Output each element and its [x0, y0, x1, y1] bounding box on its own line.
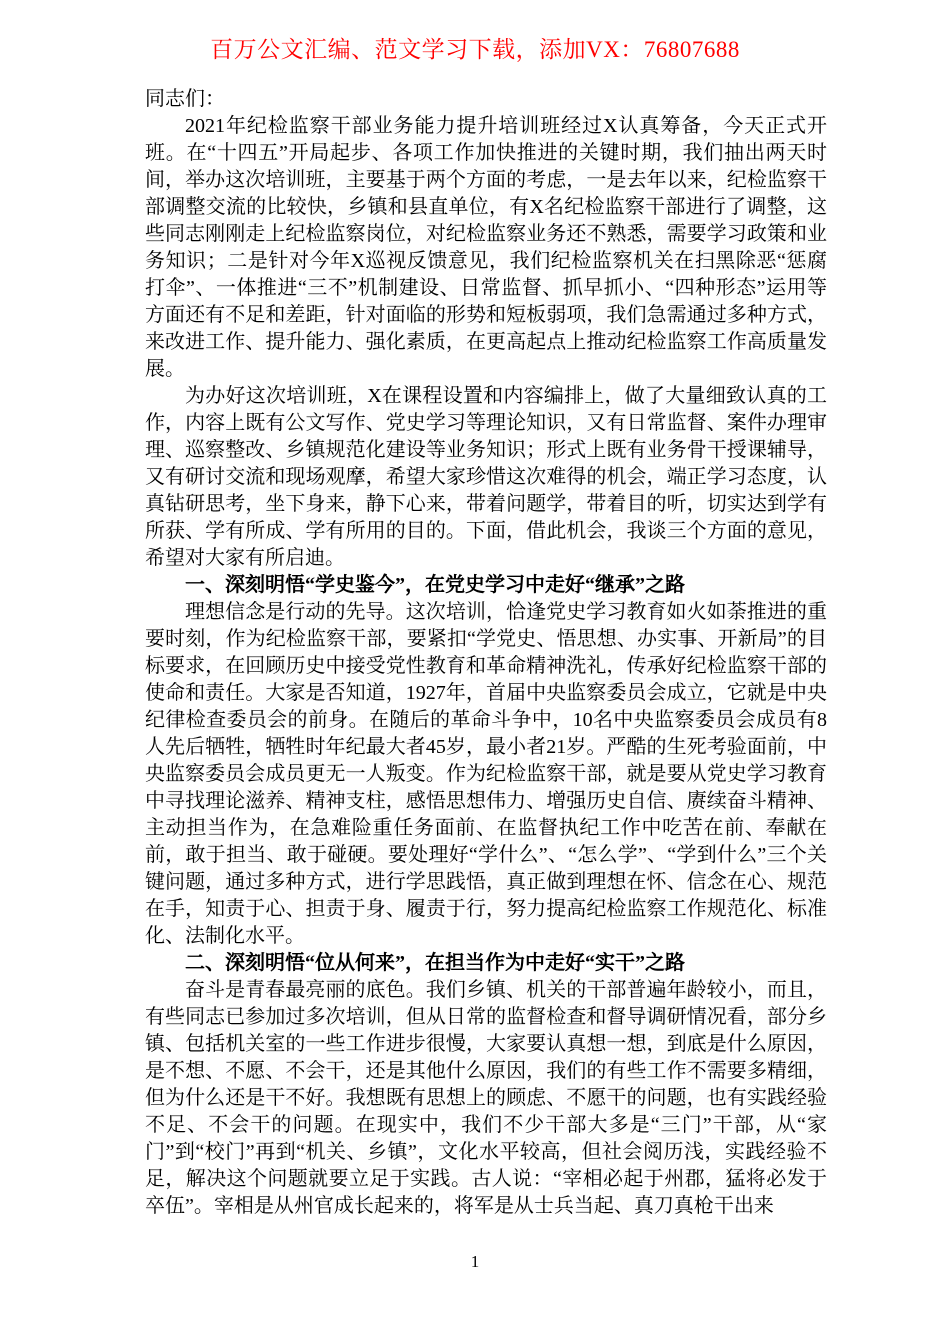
- paragraph-opening: 2021年纪检监察干部业务能力提升培训班经过X认真筹备，今天正式开班。在“十四五”开局起步、各项工作加快推进的关键时期，我们抽出两天时间，举办这次培训班，主要基于两个方面的考虑，一是去年以来，纪检监察干部调整交流的比较快，乡镇和县直单位，有X名纪检监察干部进行了调整，这些同志刚刚走上纪检监察岗位，对纪检监察业务还不熟悉，需要学习政策和业务知识；二是针对今年X巡视反馈意见，我们纪检监察机关在扫黑除恶“惩腐打伞”、一体推进“三不”机制建设、日常监督、抓早抓小、“四种形态”运用等方面还有不足和差距，针对面临的形势和短板弱项，我们急需通过多种方式，来改进工作、提升能力、强化素质，在更高起点上推动纪检监察工作高质量发展。: [145, 115, 827, 380]
- salutation: 同志们：: [145, 88, 225, 110]
- section-heading-1: 一、深刻明悟“学史鉴今”，在党史学习中走好“继承”之路: [185, 574, 685, 596]
- section-heading-2: 二、深刻明悟“位从何来”，在担当作为中走好“实干”之路: [185, 952, 685, 974]
- paragraph-preparation: 为办好这次培训班，X在课程设置和内容编排上，做了大量细致认真的工作，内容上既有公文写作、党史学习等理论知识，又有日常监督、案件办理审理、巡察整改、乡镇规范化建设等业务知识；形式上既有业务骨干授课辅导，又有研讨交流和现场观摩，希望大家珍惜这次难得的机会，端正学习态度，认真钻研思考，坐下身来，静下心来，带着问题学，带着目的听，切实达到学有所获、学有所成、学有所用的目的。下面，借此机会，我谈三个方面的意见，希望对大家有所启迪。: [145, 385, 827, 569]
- document-body: [145, 86, 827, 1220]
- paragraph-section-2: 奋斗是青春最亮丽的底色。我们乡镇、机关的干部普遍年龄较小，而且，有些同志已参加过多次培训，但从日常的监督检查和督导调研情况看，部分乡镇、包括机关室的一些工作进步很慢，大家要认真想一想，到底是什么原因，是不想、不愿、不会干，还是其他什么原因，我们的有些工作不需要多精细，但为什么还是干不好。我想既有思想上的顾虑、不愿干的问题，也有实践经验不足、不会干的问题。在现实中，我们不少干部大多是“三门”干部，从“家门”到“校门”再到“机关、乡镇”，文化水平较高，但社会阅历浅，实践经验不足，解决这个问题就要立足于实践。古人说：“宰相必起于州郡，猛将必发于卒伍”。宰相是从州官成长起来的，将军是从士兵当起、真刀真枪干出来: [145, 979, 827, 1217]
- page-number: 1: [470, 1252, 480, 1271]
- header-notice: 百万公文汇编、范文学习下载，添加VX：76807688: [210, 37, 740, 62]
- paragraph-section-1: 理想信念是行动的先导。这次培训，恰逢党史学习教育如火如荼推进的重要时刻，作为纪检监察干部，要紧扣“学党史、悟思想、办实事、开新局”的目标要求，在回顾历史中接受党性教育和革命精神洗礼，传承好纪检监察干部的使命和责任。大家是否知道，1927年，首届中央监察委员会成立，它就是中央纪律检查委员会的前身。在随后的革命斗争中，10名中央监察委员会成员有8人先后牺牲，牺牲时年纪最大者45岁，最小者21岁。严酷的生死考验面前，中央监察委员会成员更无一人叛变。作为纪检监察干部，就是要从党史学习教育中寻找理论滋养、精神支柱，感悟思想伟力、增强历史自信、赓续奋斗精神、主动担当作为，在急难险重任务面前、在监督执纪工作中吃苦在前、奉献在前，敢于担当、敢于碰硬。要处理好“学什么”、“怎么学”、“学到什么”三个关键问题，通过多种方式，进行学思践悟，真正做到理想在怀、信念在心、规范在手，知责于心、担责于身、履责于行，努力提高纪检监察工作规范化、标准化、法制化水平。: [145, 601, 827, 947]
